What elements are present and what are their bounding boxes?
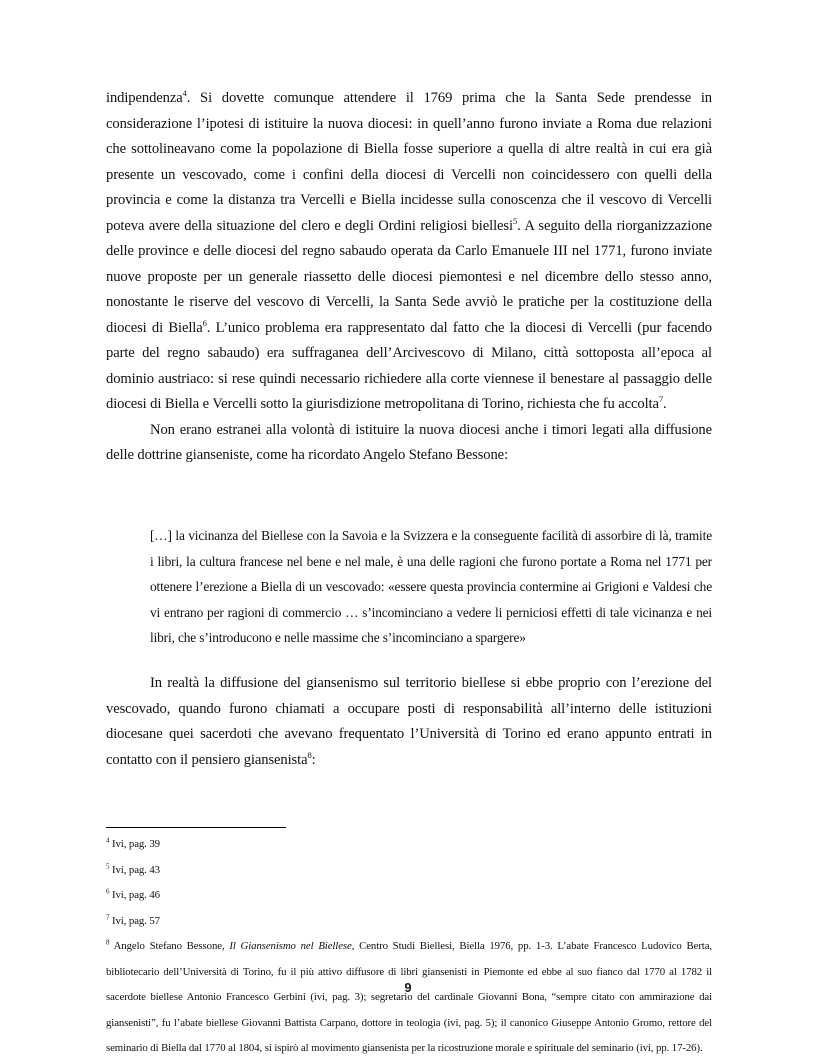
footnote-4 <box>106 832 712 858</box>
footnote-number: 4 <box>106 836 110 845</box>
footnote-number: 6 <box>106 887 110 896</box>
footnote-number: 5 <box>106 861 110 870</box>
footnote-ref-5[interactable]: 5 <box>512 215 518 226</box>
footnote-ref-8[interactable]: 8 <box>307 749 312 760</box>
footnote-ref-4[interactable]: 4 <box>182 88 187 99</box>
footnote-7 <box>106 909 712 935</box>
text-run: . L’unico problema era rappresentato dal fatto che la diocesi di Vercelli (pur facendo parte del regno sabaudo) era suffraganea dell’Arcivescovo di Milano, città sottoposta all’epoca al dominio austriaco: si rese quindi necessario richiedere alla corte viennese il benestare al passaggio delle diocesi di Biella e Vercelli sotto la giurisdizione metropolitana di Torino, richiesta che fu accolta <box>106 319 712 412</box>
footnote-6 <box>106 883 712 909</box>
page-number: 9 <box>404 981 412 995</box>
text-run: . <box>663 396 667 412</box>
text-run: . Si dovette comunque attendere il 1769 prima che la Santa Sede prendesse in considerazione l’ipotesi di istituire la nuova diocesi: in quell’anno furono inviate a Roma due relazioni che sottolineavano come la popolazione di Biella fosse superiore a quella di altre realtà in cui era già presente un vescovado, come i confini della diocesi di Vercelli non coincidessero con quelli della provincia e come la distanza tra Vercelli e Biella incidesse sulla conoscenza che il vescovo di Vercelli poteva avere della situazione del clero e degli Ordini religiosi biellesi <box>106 90 712 234</box>
book-title: Il Giansenismo nel Biellese <box>229 940 352 952</box>
main-text <box>106 86 712 469</box>
block-quote <box>150 523 712 651</box>
text-run: . A seguito della riorganizzazione delle province e delle diocesi del regno sabaudo operata da Carlo Emanuele III nel 1771, furono inviate nuove proposte per un generale riassetto delle diocesi piemontesi e nel dicembre dello stesso anno, nonostante le riserve del vescovo di Vercelli, la Santa Sede avviò le pratiche per la costituzione della diocesi di Biella <box>106 217 712 336</box>
footnote-5 <box>106 858 712 884</box>
footnote-text: , Centro Studi Biellesi, Biella 1976, pp. 1-3. L’abate Francesco Ludovico Berta, bibliotecario dell’Università di Torino, fu il più attivo diffusore di libri giansenisti in Piemonte ed ebbe al suo fianco dal 1770 al 1782 il sacerdote biellese Antonio Francesco Gerbini (ivi, pag. 3); segretario del cardinale Giovanni Bona, “sempre citato con ammirazione dai giansenisti”, fu l’abate biellese Giovanni Battista Carpano, dottore in teologia (ivi, pag. 5); il canonico Giuseppe Antonio Gromo, rettore del seminario di Biella dal 1770 al 1804, si ispirò al movimento giansenista per la ricostruzione morale e spirituale del seminario (ivi, pp. 17-26). <box>106 940 713 1054</box>
footnote-separator <box>106 827 286 828</box>
text-run: : <box>311 751 316 768</box>
footnote-text: Ivi, pag. 46 <box>109 889 160 901</box>
paragraph-3 <box>106 671 712 773</box>
paragraph-2 <box>106 418 712 469</box>
paragraph-1 <box>106 86 712 418</box>
footnote-ref-7[interactable]: 7 <box>658 394 664 405</box>
footnote-text: Ivi, pag. 39 <box>109 838 160 850</box>
footnote-number: 7 <box>106 912 110 921</box>
text-run: indipendenza <box>106 90 183 106</box>
footnotes <box>106 832 712 1062</box>
footnote-8 <box>106 934 712 1062</box>
closing-paragraph <box>106 671 712 773</box>
footnote-text: Angelo Stefano Bessone, <box>109 940 230 952</box>
text-run: Non erano estranei alla volontà di istituire la nuova diocesi anche i timori legati alla diffusione delle dottrine gianseniste, come ha ricordato Angelo Stefano Bessone: <box>106 421 712 463</box>
text-run: In realtà la diffusione del giansenismo sul territorio biellese si ebbe proprio con l’erezione del vescovado, quando furono chiamati a occupare posti di responsabilità all’interno delle istituzioni diocesane quei sacerdoti che avevano frequentato l’Università di Torino ed erano appunto entrati in contatto con il pensiero giansenista <box>106 675 712 768</box>
footnote-text: Ivi, pag. 43 <box>109 863 160 876</box>
quote-text: […] la vicinanza del Biellese con la Savoia e la Svizzera e la conseguente facilità di assorbire di là, tramite i libri, la cultura francese nel bene e nel male, è una delle ragioni che furono portate a Roma nel 1771 per ottenere l’erezione a Biella di un vescovado: «essere questa provincia contermine ai Grigioni e Valdesi che vi entrano per ragioni di commercio … s’incominciano a vedere li perniciosi effetti di tale vicinanza e nei libri, che s’introducono e nelle massime che s’incominciano a spargere» <box>150 528 712 645</box>
footnote-ref-6[interactable]: 6 <box>202 317 207 328</box>
footnote-number: 8 <box>106 938 110 947</box>
footnote-text: Ivi, pag. 57 <box>109 914 160 927</box>
